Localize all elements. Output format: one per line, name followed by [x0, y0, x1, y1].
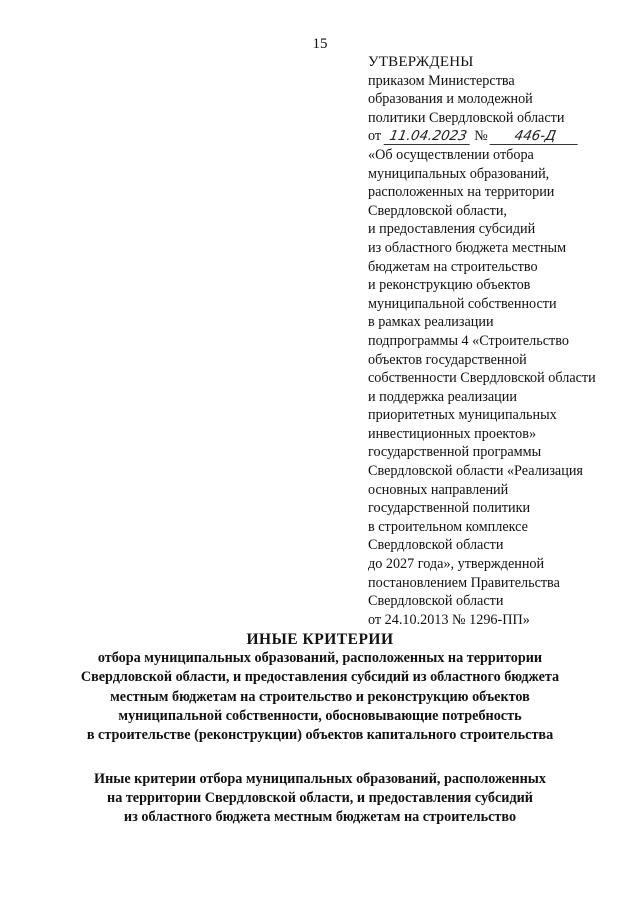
order-number-label: №	[474, 128, 488, 145]
page-number: 15	[312, 36, 328, 52]
heading-line: Свердловской области, и предоставления субсидий из областного бюджета	[80, 669, 560, 686]
approval-title: УТВЕРЖДЕНЫ	[368, 54, 474, 70]
approval-line: образования и молодежной	[368, 91, 533, 108]
approval-line: от 24.10.2013 № 1296-ПП»	[368, 611, 530, 628]
approval-line: муниципальной собственности	[368, 295, 557, 312]
approval-block	[368, 53, 630, 629]
heading-line: в строительстве (реконструкции) объектов капитального строительства	[86, 727, 554, 744]
subheading-line: из областного бюджета местным бюджетам на строительство	[123, 809, 517, 826]
approval-line: в рамках реализации	[368, 314, 494, 331]
subheading-line: на территории Свердловской области, и предоставления субсидий	[107, 790, 533, 807]
subheading-line: Иные критерии отбора муниципальных образований, расположенных	[94, 771, 546, 787]
approval-line: основных направлений	[368, 481, 509, 498]
heading-line: муниципальной собственности, обосновывающие потребность	[118, 707, 522, 724]
approval-line: и реконструкцию объектов	[368, 277, 531, 294]
approval-line: «Об осуществлении отбора	[368, 146, 534, 163]
order-from-label: от	[368, 128, 382, 145]
approval-line: из областного бюджета местным	[368, 239, 567, 256]
approval-line: собственности Свердловской области	[368, 370, 596, 387]
approval-line: приказом Министерства	[368, 72, 515, 89]
approval-line: государственной программы	[368, 444, 542, 461]
approval-line: государственной политики	[368, 500, 531, 517]
order-reference	[368, 127, 630, 146]
section-subheading	[0, 770, 640, 828]
approval-line: в строительном комплексе	[368, 518, 528, 535]
approval-line: до 2027 года», утвержденной	[368, 556, 545, 573]
approval-line: объектов государственной	[368, 351, 527, 368]
order-number-handwritten: 446-Д	[490, 129, 581, 145]
approval-line: Свердловской области,	[368, 202, 507, 219]
approval-line: расположенных на территории	[368, 184, 555, 201]
approval-line: инвестиционных проектов»	[368, 425, 537, 442]
approval-line: Свердловской области	[368, 537, 504, 554]
approval-line: бюджетам на строительство	[368, 258, 538, 275]
approval-line: постановлением Правительства	[368, 574, 560, 591]
heading-line: местным бюджетам на строительство и реконструкцию объектов	[110, 688, 530, 705]
approval-line: подпрограммы 4 «Строительство	[368, 332, 569, 349]
document-heading	[0, 630, 640, 745]
approval-line: политики Свердловской области	[368, 109, 565, 126]
approval-line: приоритетных муниципальных	[368, 407, 557, 424]
order-date-handwritten: 11.04.2023	[383, 129, 472, 145]
approval-line: и предоставления субсидий	[368, 221, 536, 238]
approval-line: Свердловской области	[368, 593, 504, 610]
heading-title: ИНЫЕ КРИТЕРИИ	[246, 631, 394, 648]
heading-line: отбора муниципальных образований, расположенных на территории	[97, 650, 543, 667]
approval-line: муниципальных образований,	[368, 165, 550, 182]
approval-line: и поддержка реализации	[368, 388, 517, 405]
approval-line: Свердловской области «Реализация	[368, 463, 583, 480]
